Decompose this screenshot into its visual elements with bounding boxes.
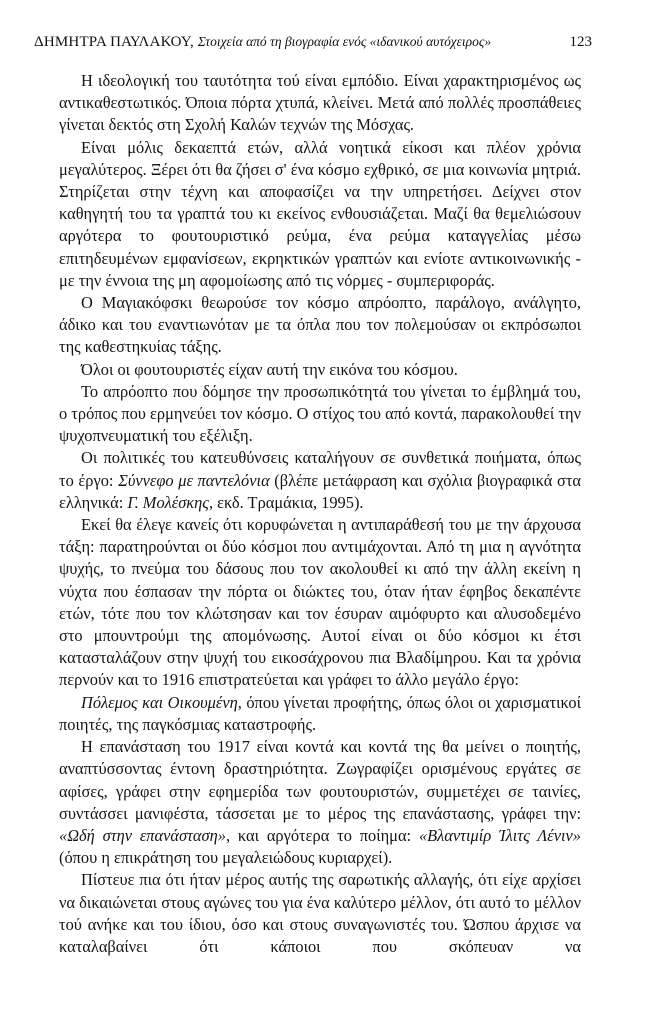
text-run: Ο Μαγιακόφσκι θεωρούσε τον κόσμο απρόοπτο, παράλογο, ανάλγητο, άδικο και του εναντιωνόταν με τα όπλα που τον πολεμούσαν οι εκπρόσωποι της καθεστηκυίας τάξης. <box>59 293 581 357</box>
italic-title: Σύννεφο με παντελόνια <box>118 470 270 490</box>
paragraph <box>59 447 581 514</box>
text-run: (βλέπε μετάφραση και σχόλια βιογραφικά στα ελληνικά: <box>59 470 581 512</box>
text-run: Η επανάσταση του 1917 είναι κοντά και κοντά της θα μείνει ο ποιητής, αναπτύσσοντας έντονη δραστηριότητα. Ζωγραφίζει ορισμένους εργάτες σε αφίσες, γράφει στην εφημερίδα των φουτουριστών, συμμετέχει σε ταινίες, συντάσσει μανιφέστα, τάσσεται με το μέρος της επανάστασης, γράφει την: <box>59 737 581 823</box>
italic-title: «Ωδή στην επανάσταση» <box>59 825 226 845</box>
text-run: , και αργότερα το ποίημα: <box>225 825 419 845</box>
text-run: (όπου η επικράτηση του μεγαλειώδους κυριαρχεί). <box>59 848 393 868</box>
header-subtitle: Στοιχεία από τη βιογραφία ενός «ιδανικού αυτόχειρος» <box>197 34 492 49</box>
text-run: Εκεί θα έλεγε κανείς ότι κορυφώνεται η αντιπαράθεσή του με την άρχουσα τάξη: παρατηρούνται οι δύο κόσμοι που αντιμάχονται. Από τη μια η αγνότητα ψυχής, το πνεύμα του δάσους που τον ακολουθεί κι από την άλλη εκείνη η νύχτα που έσπασαν την πόρτα οι διώκτες του, όταν ήταν έφηβος δεκαπέντε ετών, τότε που τον κλώτσησαν και τον έσυραν αιμόφυρτο και αλυσοδεμένο στο μπουντρούμι της απομόνωσης. Αυτοί είναι οι δύο κόσμοι κι έτσι κατασταλάζουν στην ψυχή του εικοσάχρονου πια Βλαδίμηρου. Και τα χρόνια περνούν και το 1916 επιστρατεύεται και γράφει το άλλο μεγάλο έργο: <box>59 515 581 690</box>
paragraph <box>59 292 581 359</box>
italic-title: Πόλεμος και Οικουμένη <box>81 692 238 712</box>
paragraph <box>59 869 581 958</box>
text-run: Πίστευε πια ότι ήταν μέρος αυτής της σαρωτικής αλλαγής, ότι είχε αρχίσει να δικαιώνεται στους αγώνες του για ένα καλύτερο μέλλον, ότι αυτό το μέλλον τού ανήκε και του ίδιου, όσο και στους συναγωνιστές του. Ώσπου άρχισε να καταλαβαίνει ότι κάποιοι που σκόπευαν να <box>59 870 581 956</box>
text-run: Όλοι οι φουτουριστές είχαν αυτή την εικόνα του κόσμου. <box>81 359 458 379</box>
text-run: Το απρόοπτο που δόμησε την προσωπικότητά του γίνεται το έμβλημά του, ο τρόπος που ερμηνεύει τον κόσμο. Ο στίχος του από κοντά, παρακολουθεί την ψυχοπνευματική του εξέλιξη. <box>59 381 581 446</box>
running-header <box>34 30 594 54</box>
text-run: Οι πολιτικές του κατευθύνσεις καταλήγουν σε συνθετικά ποιήματα, όπως το έργο: <box>59 448 581 490</box>
italic-title: Γ. Μολέσκης <box>127 492 209 512</box>
text-run: Η ιδεολογική του ταυτότητα τού είναι εμπόδιο. Είναι χαρακτηρισμένος ως αντικαθεστωτικός. Όποια πόρτα χτυπά, κλείνει. Μετά από πολλές προσπάθειες γίνεται δεκτός στη Σχολή Καλών τεχνών της Μόσχας. <box>59 71 581 135</box>
paragraph <box>59 514 581 692</box>
paragraph <box>59 359 581 381</box>
header-author: ΔΗΜΗΤΡΑ ΠΑΥΛΑΚΟΥ, <box>34 34 194 50</box>
paragraph <box>59 70 581 137</box>
text-run: Είναι μόλις δεκαεπτά ετών, αλλά νοητικά είκοσι και πλέον χρόνια μεγαλύτερος. Ξέρει ότι θα ζήσει σ' ένα κόσμο εχθρικό, σε μια κοινωνία μητριά. Στηρίζεται στην τέχνη και αποφασίζει να την υπηρετήσει. Δείχνει στον καθηγητή του τα γραπτά του κι εκείνος ενθουσιάζεται. Μαζί θα θεμελιώσουν αργότερα το φουτουριστικό ρεύμα, ένα ρεύμα καταγγελίας μέσω επιτηδευμένων εμφανίσεων, εκρηκτικών γραπτών και ενίοτε αντικοινωνικής - με την έννοια της μη αφομοίωσης από τις νόρμες - συμπεριφοράς. <box>59 137 581 290</box>
body-text <box>59 70 581 958</box>
page-number: 123 <box>569 34 592 50</box>
italic-title: «Βλαντιμίρ Ίλιτς Λένιν» <box>418 825 581 845</box>
text-run: , όπου γίνεται προφήτης, όπως όλοι οι χαρισματικοί ποιητές, της παγκόσμιας καταστροφής. <box>59 692 581 734</box>
paragraph <box>59 381 581 448</box>
paragraph <box>59 137 581 292</box>
paragraph <box>59 736 581 869</box>
text-run: , εκδ. Τραμάκια, 1995). <box>208 492 364 512</box>
paragraph <box>59 692 581 736</box>
